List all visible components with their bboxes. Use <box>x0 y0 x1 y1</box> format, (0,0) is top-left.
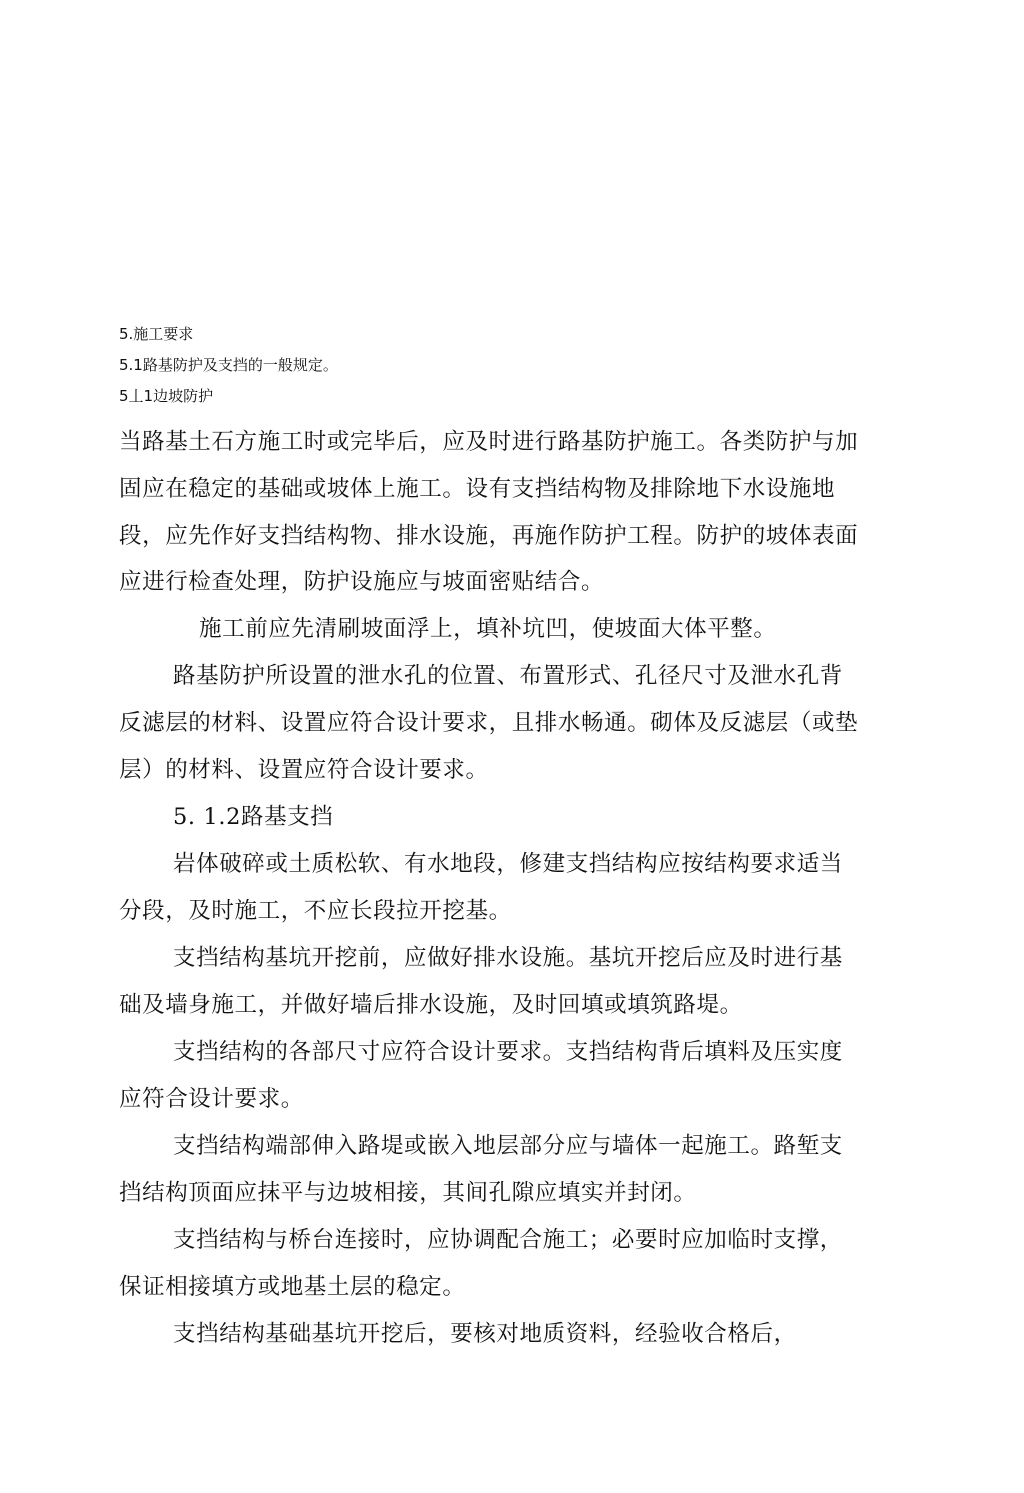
paragraph-broken-rock: 岩体破碎或土质松软、有水地段，修建支挡结构应按结构要求适当分段，及时施工，不应长段拉开挖基。 <box>119 851 843 924</box>
paragraph-end-embedding: 支挡结构端部伸入路堤或嵌入地层部分应与墙体一起施工。路堑支挡结构顶面应抹平与边坡相接，其间孔隙应填实并封闭。 <box>119 1133 843 1206</box>
paragraph-slope-protection-intro: 当路基土石方施工时或完毕后，应及时进行路基防护施工。各类防护与加固应在稳定的基础或坡体上施工。设有支挡结构物及排除地下水设施地段，应先作好支挡结构物、排水设施，再施作防护工程。防护的坡体表面应进行检查处理，防护设施应与坡面密贴结合。 <box>119 429 859 596</box>
paragraph-slope-cleaning: 施工前应先清刷坡面浮上，填补坑凹，使坡面大体平整。 <box>199 616 777 642</box>
section-heading-5-1-1: 5丄1边坡防护 <box>119 387 214 405</box>
paragraph-drain-holes: 路基防护所设置的泄水孔的位置、布置形式、孔径尺寸及泄水孔背反滤层的材料、设置应符合设计要求，且排水畅通。砌体及反滤层（或垫层）的材料、设置应符合设计要求。 <box>119 663 859 783</box>
subsection-heading-5-1-2: 5. 1.2路基支挡 <box>173 804 334 830</box>
paragraph-dimensions: 支挡结构的各部尺寸应符合设计要求。支挡结构背后填料及压实度应符合设计要求。 <box>119 1039 843 1112</box>
paragraph-geology-check: 支挡结构基础基坑开挖后，要核对地质资料，经验收合格后， <box>173 1321 797 1347</box>
paragraph-bridge-abutment: 支挡结构与桥台连接时，应协调配合施工；必要时应加临时支撑，保证相接填方或地基土层的稳定。 <box>119 1227 843 1300</box>
paragraph-foundation-pit: 支挡结构基坑开挖前，应做好排水设施。基坑开挖后应及时进行基础及墙身施工，并做好墙后排水设施，及时回填或填筑路堤。 <box>119 945 843 1018</box>
section-heading-5: 5.施工要求 <box>119 325 194 343</box>
section-heading-5-1: 5.1路基防护及支挡的一般规定。 <box>119 356 338 374</box>
